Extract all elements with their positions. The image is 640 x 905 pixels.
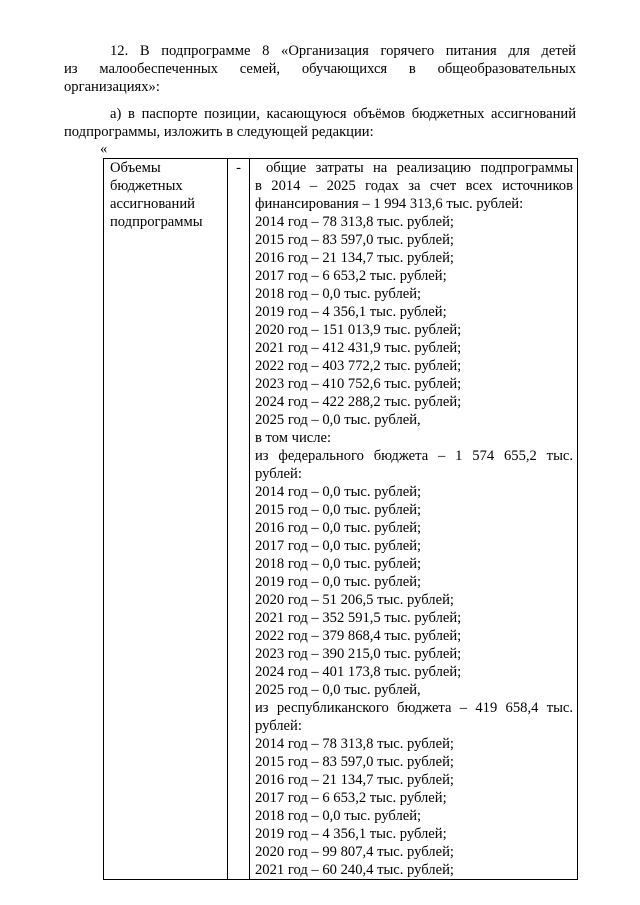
content-line: 2018 год – 0,0 тыс. рублей; bbox=[255, 808, 422, 824]
table-row bbox=[104, 159, 578, 880]
content-line: из федерального бюджета – 1 574 655,2 тыс. bbox=[255, 448, 573, 464]
content-line: 2015 год – 0,0 тыс. рублей; bbox=[255, 502, 422, 518]
paragraph-12-line-2: из малообеспеченных семей, обучающихся в общеобразовательных bbox=[64, 61, 576, 77]
paragraph-12-line-3: организациях»: bbox=[64, 79, 160, 95]
content-line: 2024 год – 422 288,2 тыс. рублей; bbox=[255, 394, 462, 410]
content-line: 2019 год – 4 356,1 тыс. рублей; bbox=[255, 304, 447, 320]
content-line: 2014 год – 78 313,8 тыс. рублей; bbox=[255, 214, 454, 230]
paragraph-a-line-2: подпрограммы, изложить в следующей редакции: bbox=[64, 124, 374, 140]
content-line: 2020 год – 151 013,9 тыс. рублей; bbox=[255, 322, 462, 338]
content-line: из республиканского бюджета – 419 658,4 тыс. bbox=[255, 700, 573, 716]
content-line: 2017 год – 6 653,2 тыс. рублей; bbox=[255, 790, 447, 806]
content-line: 2023 год – 390 215,0 тыс. рублей; bbox=[255, 646, 462, 662]
content-line: 2022 год – 379 868,4 тыс. рублей; bbox=[255, 628, 462, 644]
label-line: подпрограммы bbox=[110, 214, 203, 230]
label-cell bbox=[104, 159, 228, 880]
content-line: 2020 год – 99 807,4 тыс. рублей; bbox=[255, 844, 454, 860]
content-line: 2024 год – 401 173,8 тыс. рублей; bbox=[255, 664, 462, 680]
content-line: рублей: bbox=[255, 466, 302, 482]
content-line: 2021 год – 412 431,9 тыс. рублей; bbox=[255, 340, 462, 356]
paragraph-a-line-1: а) в паспорте позиции, касающуюся объёмов бюджетных ассигнований bbox=[110, 106, 576, 122]
content-line: 2016 год – 0,0 тыс. рублей; bbox=[255, 520, 422, 536]
content-line: 2018 год – 0,0 тыс. рублей; bbox=[255, 286, 422, 302]
opening-quote-mark: « bbox=[100, 141, 108, 157]
content-line: 2016 год – 21 134,7 тыс. рублей; bbox=[255, 250, 454, 266]
content-line: 2023 год – 410 752,6 тыс. рублей; bbox=[255, 376, 462, 392]
content-line: 2025 год – 0,0 тыс. рублей, bbox=[255, 412, 421, 428]
content-cell bbox=[250, 159, 578, 880]
content-line: 2014 год – 0,0 тыс. рублей; bbox=[255, 484, 422, 500]
content-line: 2015 год – 83 597,0 тыс. рублей; bbox=[255, 754, 454, 770]
content-line: 2019 год – 4 356,1 тыс. рублей; bbox=[255, 826, 447, 842]
content-line: 2017 год – 6 653,2 тыс. рублей; bbox=[255, 268, 447, 284]
content-line: 2016 год – 21 134,7 тыс. рублей; bbox=[255, 772, 454, 788]
content-line: 2025 год – 0,0 тыс. рублей, bbox=[255, 682, 421, 698]
passport-table bbox=[103, 158, 578, 880]
dash-mark: - bbox=[236, 160, 241, 176]
content-line: финансирования – 1 994 313,6 тыс. рублей: bbox=[255, 196, 524, 212]
label-line: ассигнований bbox=[110, 196, 195, 212]
paragraph-12-line-1: 12. В подпрограмме 8 «Организация горячего питания для детей bbox=[110, 43, 576, 59]
content-line: рублей: bbox=[255, 718, 302, 734]
content-line: 2020 год – 51 206,5 тыс. рублей; bbox=[255, 592, 454, 608]
content-line: 2015 год – 83 597,0 тыс. рублей; bbox=[255, 232, 454, 248]
content-lines bbox=[250, 159, 577, 879]
content-line: 2021 год – 60 240,4 тыс. рублей; bbox=[255, 862, 454, 878]
label-line: бюджетных bbox=[110, 178, 183, 194]
content-line: 2022 год – 403 772,2 тыс. рублей; bbox=[255, 358, 462, 374]
label-lines bbox=[104, 159, 227, 231]
label-line: Объемы bbox=[110, 160, 161, 176]
content-line: общие затраты на реализацию подпрограммы bbox=[266, 160, 573, 176]
content-line: в 2014 – 2025 годах за счет всех источников bbox=[255, 178, 573, 194]
content-line: 2021 год – 352 591,5 тыс. рублей; bbox=[255, 610, 462, 626]
content-line: 2017 год – 0,0 тыс. рублей; bbox=[255, 538, 422, 554]
content-line: в том числе: bbox=[255, 430, 332, 446]
dash-cell bbox=[228, 159, 250, 880]
content-line: 2014 год – 78 313,8 тыс. рублей; bbox=[255, 736, 454, 752]
content-line: 2019 год – 0,0 тыс. рублей; bbox=[255, 574, 422, 590]
content-line: 2018 год – 0,0 тыс. рублей; bbox=[255, 556, 422, 572]
